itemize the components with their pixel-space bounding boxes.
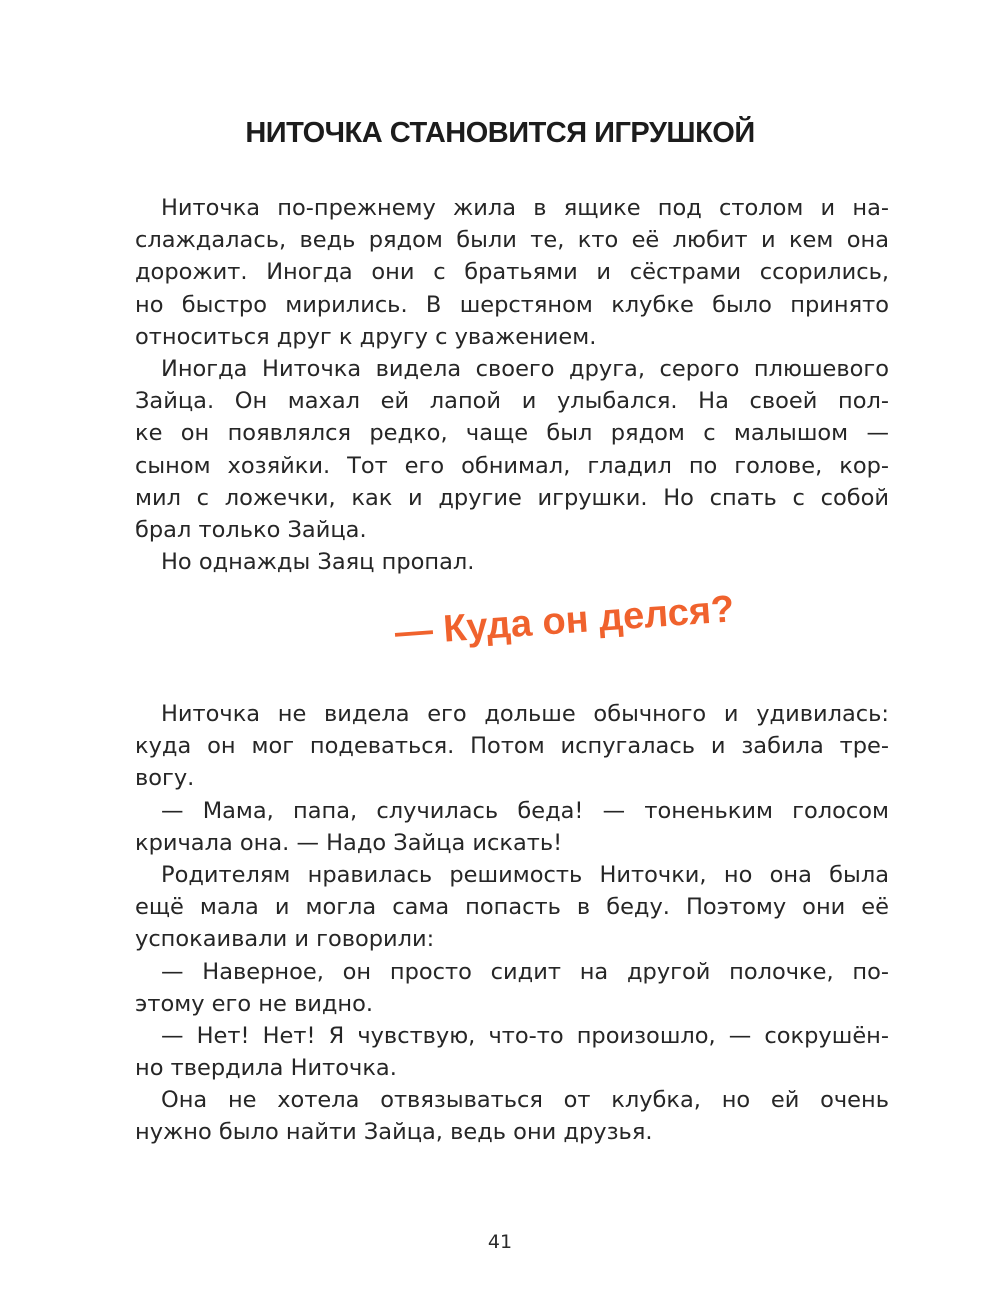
paragraph-line: этому его не видно. — [135, 990, 374, 1017]
page-number: 41 — [487, 1231, 513, 1253]
paragraph-line: нужно было найти Зайца, ведь они друзья. — [135, 1119, 653, 1146]
paragraph-line: Она не хотела отвязываться от клубка, но ей очень — [161, 1087, 889, 1114]
paragraph-line: ещё мала и могла сама попасть в беду. Поэтому они её — [135, 894, 889, 921]
paragraph-line: мил с ложечки, как и другие игрушки. Но спать с собой — [135, 484, 889, 511]
paragraph-line: вогу. — [135, 765, 195, 792]
paragraph-line: — Наверное, он просто сидит на другой полочке, по- — [161, 958, 889, 985]
paragraph-line: слаждалась, ведь рядом были те, кто её любит и кем она — [135, 227, 889, 254]
section-1-text — [135, 192, 889, 578]
paragraph-line: но твердила Ниточка. — [135, 1055, 397, 1082]
paragraph-line: — Мама, папа, случилась беда! — тоненьким голосом — [161, 797, 889, 824]
paragraph-line: Зайца. Он махал ей лапой и улыбался. На своей пол- — [135, 388, 889, 415]
paragraph-line: куда он мог подеваться. Потом испугалась и забила тре- — [135, 733, 889, 760]
paragraph-line: Иногда Ниточка видела своего друга, серого плюшевого — [161, 355, 889, 382]
paragraph-line: ке он появлялся редко, чаще был рядом с малышом — — [135, 420, 889, 447]
paragraph-line: Родителям нравилась решимость Ниточки, но она была — [161, 861, 889, 888]
paragraph-line: сыном хозяйки. Тот его обнимал, гладил по голове, кор- — [135, 452, 889, 479]
paragraph-line: Ниточка не видела его дольше обычного и удивилась: — [161, 701, 889, 727]
paragraph-line: кричала она. — Надо Зайца искать! — [135, 829, 563, 856]
paragraph-line: дорожит. Иногда они с братьями и сёстрами ссорились, — [135, 259, 889, 286]
paragraph-line: относиться друг к другу с уважением. — [135, 323, 597, 350]
paragraph-line: Но однажды Заяц пропал. — [161, 549, 475, 576]
callout-heading: — Куда он делся? — [393, 588, 736, 654]
paragraph-line: — Нет! Нет! Я чувствую, что-то произошло, — сокрушён- — [161, 1022, 889, 1049]
section-2-text — [135, 698, 889, 1149]
paragraph-line: успокаивали и говорили: — [135, 926, 435, 953]
paragraph-line: но быстро мирились. В шерстяном клубке было принято — [135, 291, 889, 318]
paragraph-line: брал только Зайца. — [135, 516, 367, 543]
chapter-title: НИТОЧКА СТАНОВИТСЯ ИГРУШКОЙ — [245, 117, 755, 149]
paragraph-line: Ниточка по-прежнему жила в ящике под столом и на- — [161, 195, 889, 221]
